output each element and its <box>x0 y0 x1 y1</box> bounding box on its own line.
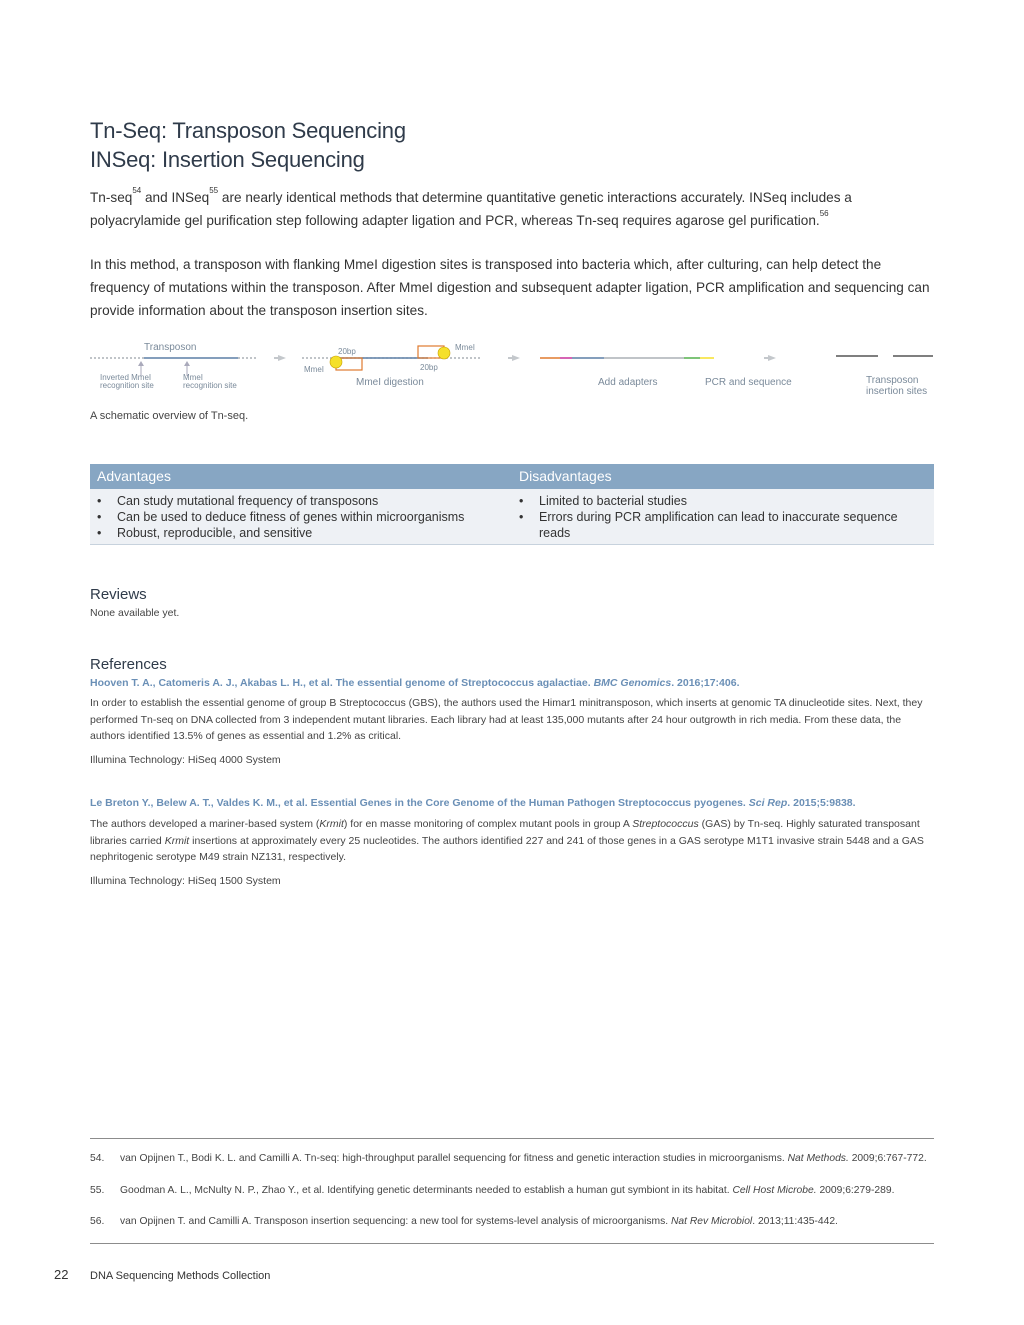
footnote-54: 54. van Opijnen T., Bodi K. L. and Camilli A. Tn-seq: high-throughput parallel sequencing for fitness and genetic interaction studies in microorganisms. Nat Methods. 2009;6:767-772. <box>90 1153 927 1164</box>
list-item: • Robust, reproducible, and sensitive <box>90 525 512 541</box>
disadvantages-header: Disadvantages <box>519 468 612 484</box>
mmei-site-label-left: MmeI <box>304 365 324 374</box>
footnote-55: 55. Goodman A. L., McNulty N. P., Zhao Y., et al. Identifying genetic determinants needed to establish a human gut symbiont in its habitat. Cell Host Microbe. 2009;6:279-289. <box>90 1185 895 1196</box>
reference-body-2: The authors developed a mariner-based system (Krmit) for en masse monitoring of complex mutant pools in group A Streptococcus (GAS) by Tn-seq. Highly saturated transposant libraries carried Krmit insertions at approximately every 25 nucleotides. The authors identified 227 and 241 of those genes in a GAS serotype M1T1 invasive strain 5448 and a GAS nephritogenic serotype M49 strain NZ131, respectively. <box>90 818 924 863</box>
title-line-2: INSeq: Insertion Sequencing <box>90 147 365 172</box>
reference-title-1[interactable]: Hooven T. A., Catomeris A. J., Akabas L. H., et al. The essential genome of Streptococcus agalactiae. BMC Genomics. 2016;17:406. <box>90 677 740 689</box>
list-item: • Limited to bacterial studies <box>512 493 934 509</box>
footnote-56: 56. van Opijnen T. and Camilli A. Transposon insertion sequencing: a new tool for systems-level analysis of microorganisms. Nat Rev Microbiol. 2013;11:435-442. <box>90 1216 838 1227</box>
intro-paragraph-2: In this method, a transposon with flanking MmeI digestion sites is transposed into bacteria which, after culturing, can help detect the frequency of mutations within the transposon. After MmeI digestion and subsequent adapter ligation, PCR amplification and sequencing can provide information about the transposon insertion sites. <box>90 257 930 318</box>
page-title <box>90 116 406 174</box>
reference-body-1: In order to establish the essential genome of group B Streptococcus (GBS), the authors used the Himar1 minitransposon, which inserts at genomic TA dinucleotide sites. Next, they performed Tn-seq on DNA collected from 3 independent mutant libraries. Each library had at least 135,000 mutants after 24 hour outgrowth in rich media. From these data, the authors identified 13.5% of genes as essential and 1.2% as critical. <box>90 697 923 742</box>
reviews-heading: Reviews <box>90 586 147 603</box>
advantages-header: Advantages <box>97 468 171 484</box>
table-header <box>90 464 934 489</box>
mmei-digestion-label: MmeI digestion <box>356 377 424 388</box>
reference-title-2[interactable]: Le Breton Y., Belew A. T., Valdes K. M., et al. Essential Genes in the Core Genome of the Human Pathogen Streptococcus pyogenes. Sci Rep. 2015;5:9838. <box>90 797 856 809</box>
reference-tech-1: Illumina Technology: HiSeq 4000 System <box>90 754 281 766</box>
list-item: • Can study mutational frequency of transposons <box>90 493 512 509</box>
recognition-site-label: recognition site <box>100 381 154 390</box>
reference-tech-2: Illumina Technology: HiSeq 1500 System <box>90 875 281 887</box>
footnote-divider <box>90 1138 934 1139</box>
intro-paragraph-1: Tn-seq$^{54}$ and INSeq$^{55}$ are nearly identical methods that determine quantitative genetic interactions accurately. INSeq includes a polyacrylamide gel purification step following adapter ligation and PCR, whereas Tn-seq requires agarose gel purification.$^{56}$ <box>90 186 852 228</box>
disadvantages-list <box>512 493 934 541</box>
mmei-site-label-right: MmeI <box>455 343 475 352</box>
footnote-ref: 54 <box>132 186 142 195</box>
transposon-insertion-label: Transposon <box>866 375 919 386</box>
bp-label-1: 20bp <box>338 347 356 356</box>
bp-label-2: 20bp <box>420 363 438 372</box>
transposon-label: Transposon <box>144 342 197 353</box>
footnote-ref: 56 <box>819 209 829 218</box>
add-adapters-label: Add adapters <box>598 377 658 388</box>
footnote-ref: 55 <box>209 186 219 195</box>
pcr-and-sequence-label: PCR and sequence <box>705 377 792 388</box>
list-item: • Errors during PCR amplification can lead to inaccurate sequence reads <box>512 509 934 541</box>
mmei-label: MmeI <box>183 373 203 382</box>
insertion-sites-label: insertion sites <box>866 386 928 397</box>
mmei-recognition-site-label: recognition site <box>183 381 237 390</box>
advantages-table <box>90 464 934 545</box>
figure-caption: A schematic overview of Tn-seq. <box>90 410 249 422</box>
tn-seq-schematic <box>88 338 938 404</box>
footer-divider <box>90 1243 934 1244</box>
references-heading: References <box>90 656 167 673</box>
inverted-mmei-label: Inverted MmeI <box>100 373 152 382</box>
reviews-text: None available yet. <box>90 607 180 619</box>
collection-title: DNA Sequencing Methods Collection <box>90 1270 271 1282</box>
advantages-list <box>90 493 512 541</box>
table-body <box>90 489 934 544</box>
list-item: • Can be used to deduce fitness of genes within microorganisms <box>90 509 512 525</box>
page-number: 22 <box>54 1267 69 1282</box>
title-line-1: Tn-Seq: Transposon Sequencing <box>90 118 406 143</box>
